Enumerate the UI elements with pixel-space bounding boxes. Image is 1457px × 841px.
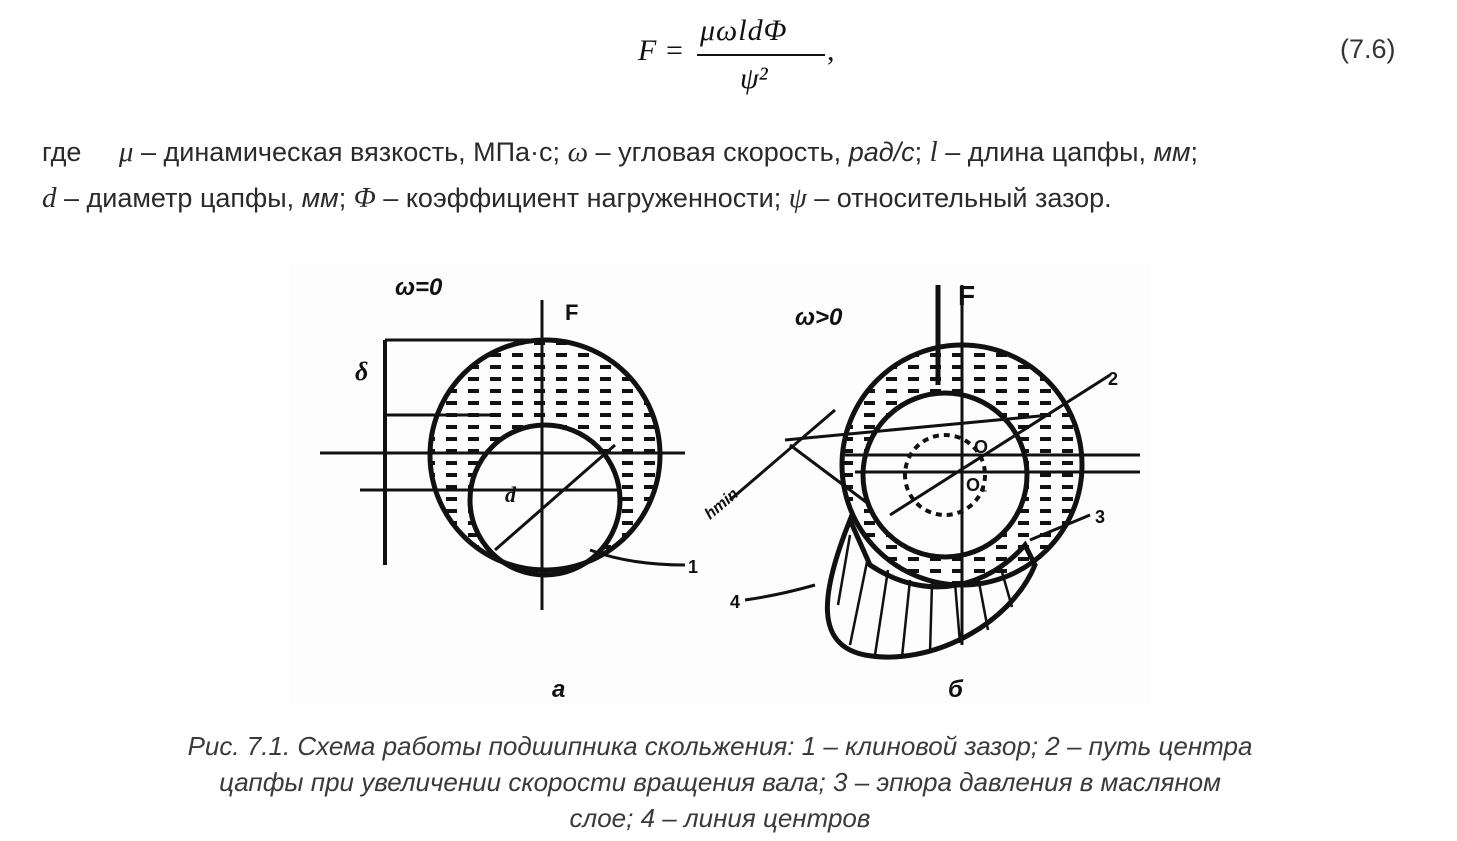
l-unit: мм bbox=[1153, 137, 1191, 167]
d-unit: мм bbox=[301, 183, 339, 213]
separator: ; bbox=[338, 183, 354, 213]
hmin-label: hmin bbox=[701, 485, 742, 524]
figure-caption bbox=[0, 728, 1440, 836]
callout-3-label: 3 bbox=[1095, 507, 1106, 527]
psi-symbol: ψ bbox=[788, 182, 807, 214]
formula-equals: = bbox=[666, 34, 683, 67]
separator: ; bbox=[914, 137, 930, 167]
center-o-label: O bbox=[974, 437, 989, 457]
diameter-label: d bbox=[505, 482, 516, 507]
caption-line-3: слое; 4 – линия центров bbox=[569, 803, 871, 833]
phi-symbol: Φ bbox=[353, 182, 376, 214]
sublabel-b: б bbox=[948, 676, 963, 703]
omega-symbol: ω bbox=[567, 136, 589, 168]
formula-lhs: F bbox=[638, 34, 657, 67]
caption-line-1: Рис. 7.1. Схема работы подшипника скольжения: 1 – клиновой зазор; 2 – путь центра bbox=[187, 731, 1253, 761]
omega-unit: рад/с bbox=[848, 137, 915, 167]
line-end: ; bbox=[1190, 137, 1199, 167]
callout-1-label: 1 bbox=[688, 557, 699, 577]
bearing-figure bbox=[290, 265, 1150, 705]
omega-zero-label: ω=0 bbox=[395, 274, 443, 301]
callout-4-label: 4 bbox=[730, 592, 741, 612]
force-label-b: F bbox=[958, 280, 976, 311]
d-definition: – диаметр цапфы, bbox=[56, 183, 302, 213]
definitions-line-1 bbox=[42, 136, 1198, 169]
psi-definition: – относительный зазор. bbox=[806, 183, 1112, 213]
omega-definition: – угловая скорость, bbox=[588, 137, 849, 167]
formula-numerator: μωldΦ bbox=[700, 14, 788, 47]
l-symbol: l bbox=[929, 136, 938, 168]
mu-definition: – динамическая вязкость, МПа·с; bbox=[133, 137, 568, 167]
definitions-line-2 bbox=[42, 182, 1112, 215]
formula-7-6 bbox=[600, 8, 860, 108]
delta-label: δ bbox=[355, 357, 369, 386]
formula-denominator: ψ² bbox=[740, 62, 768, 95]
phi-definition: – коэффициент нагруженности; bbox=[375, 183, 789, 213]
fraction-bar bbox=[697, 54, 825, 56]
omega-positive-label: ω>0 bbox=[795, 304, 843, 331]
intro-word: где bbox=[42, 137, 82, 167]
mu-symbol: μ bbox=[118, 136, 134, 168]
l-definition: – длина цапфы, bbox=[937, 137, 1154, 167]
equation-number: (7.6) bbox=[1340, 34, 1396, 64]
center-o1-label: O₁ bbox=[966, 475, 988, 495]
sublabel-a: а bbox=[552, 676, 566, 703]
callout-2-label: 2 bbox=[1108, 369, 1119, 389]
formula-comma: , bbox=[827, 34, 835, 67]
bearing-diagram bbox=[290, 265, 1150, 705]
caption-line-2: цапфы при увеличении скорости вращения вала; 3 – эпюра давления в масляном bbox=[219, 767, 1221, 797]
d-symbol: d bbox=[42, 182, 57, 214]
force-label-a: F bbox=[565, 300, 579, 325]
